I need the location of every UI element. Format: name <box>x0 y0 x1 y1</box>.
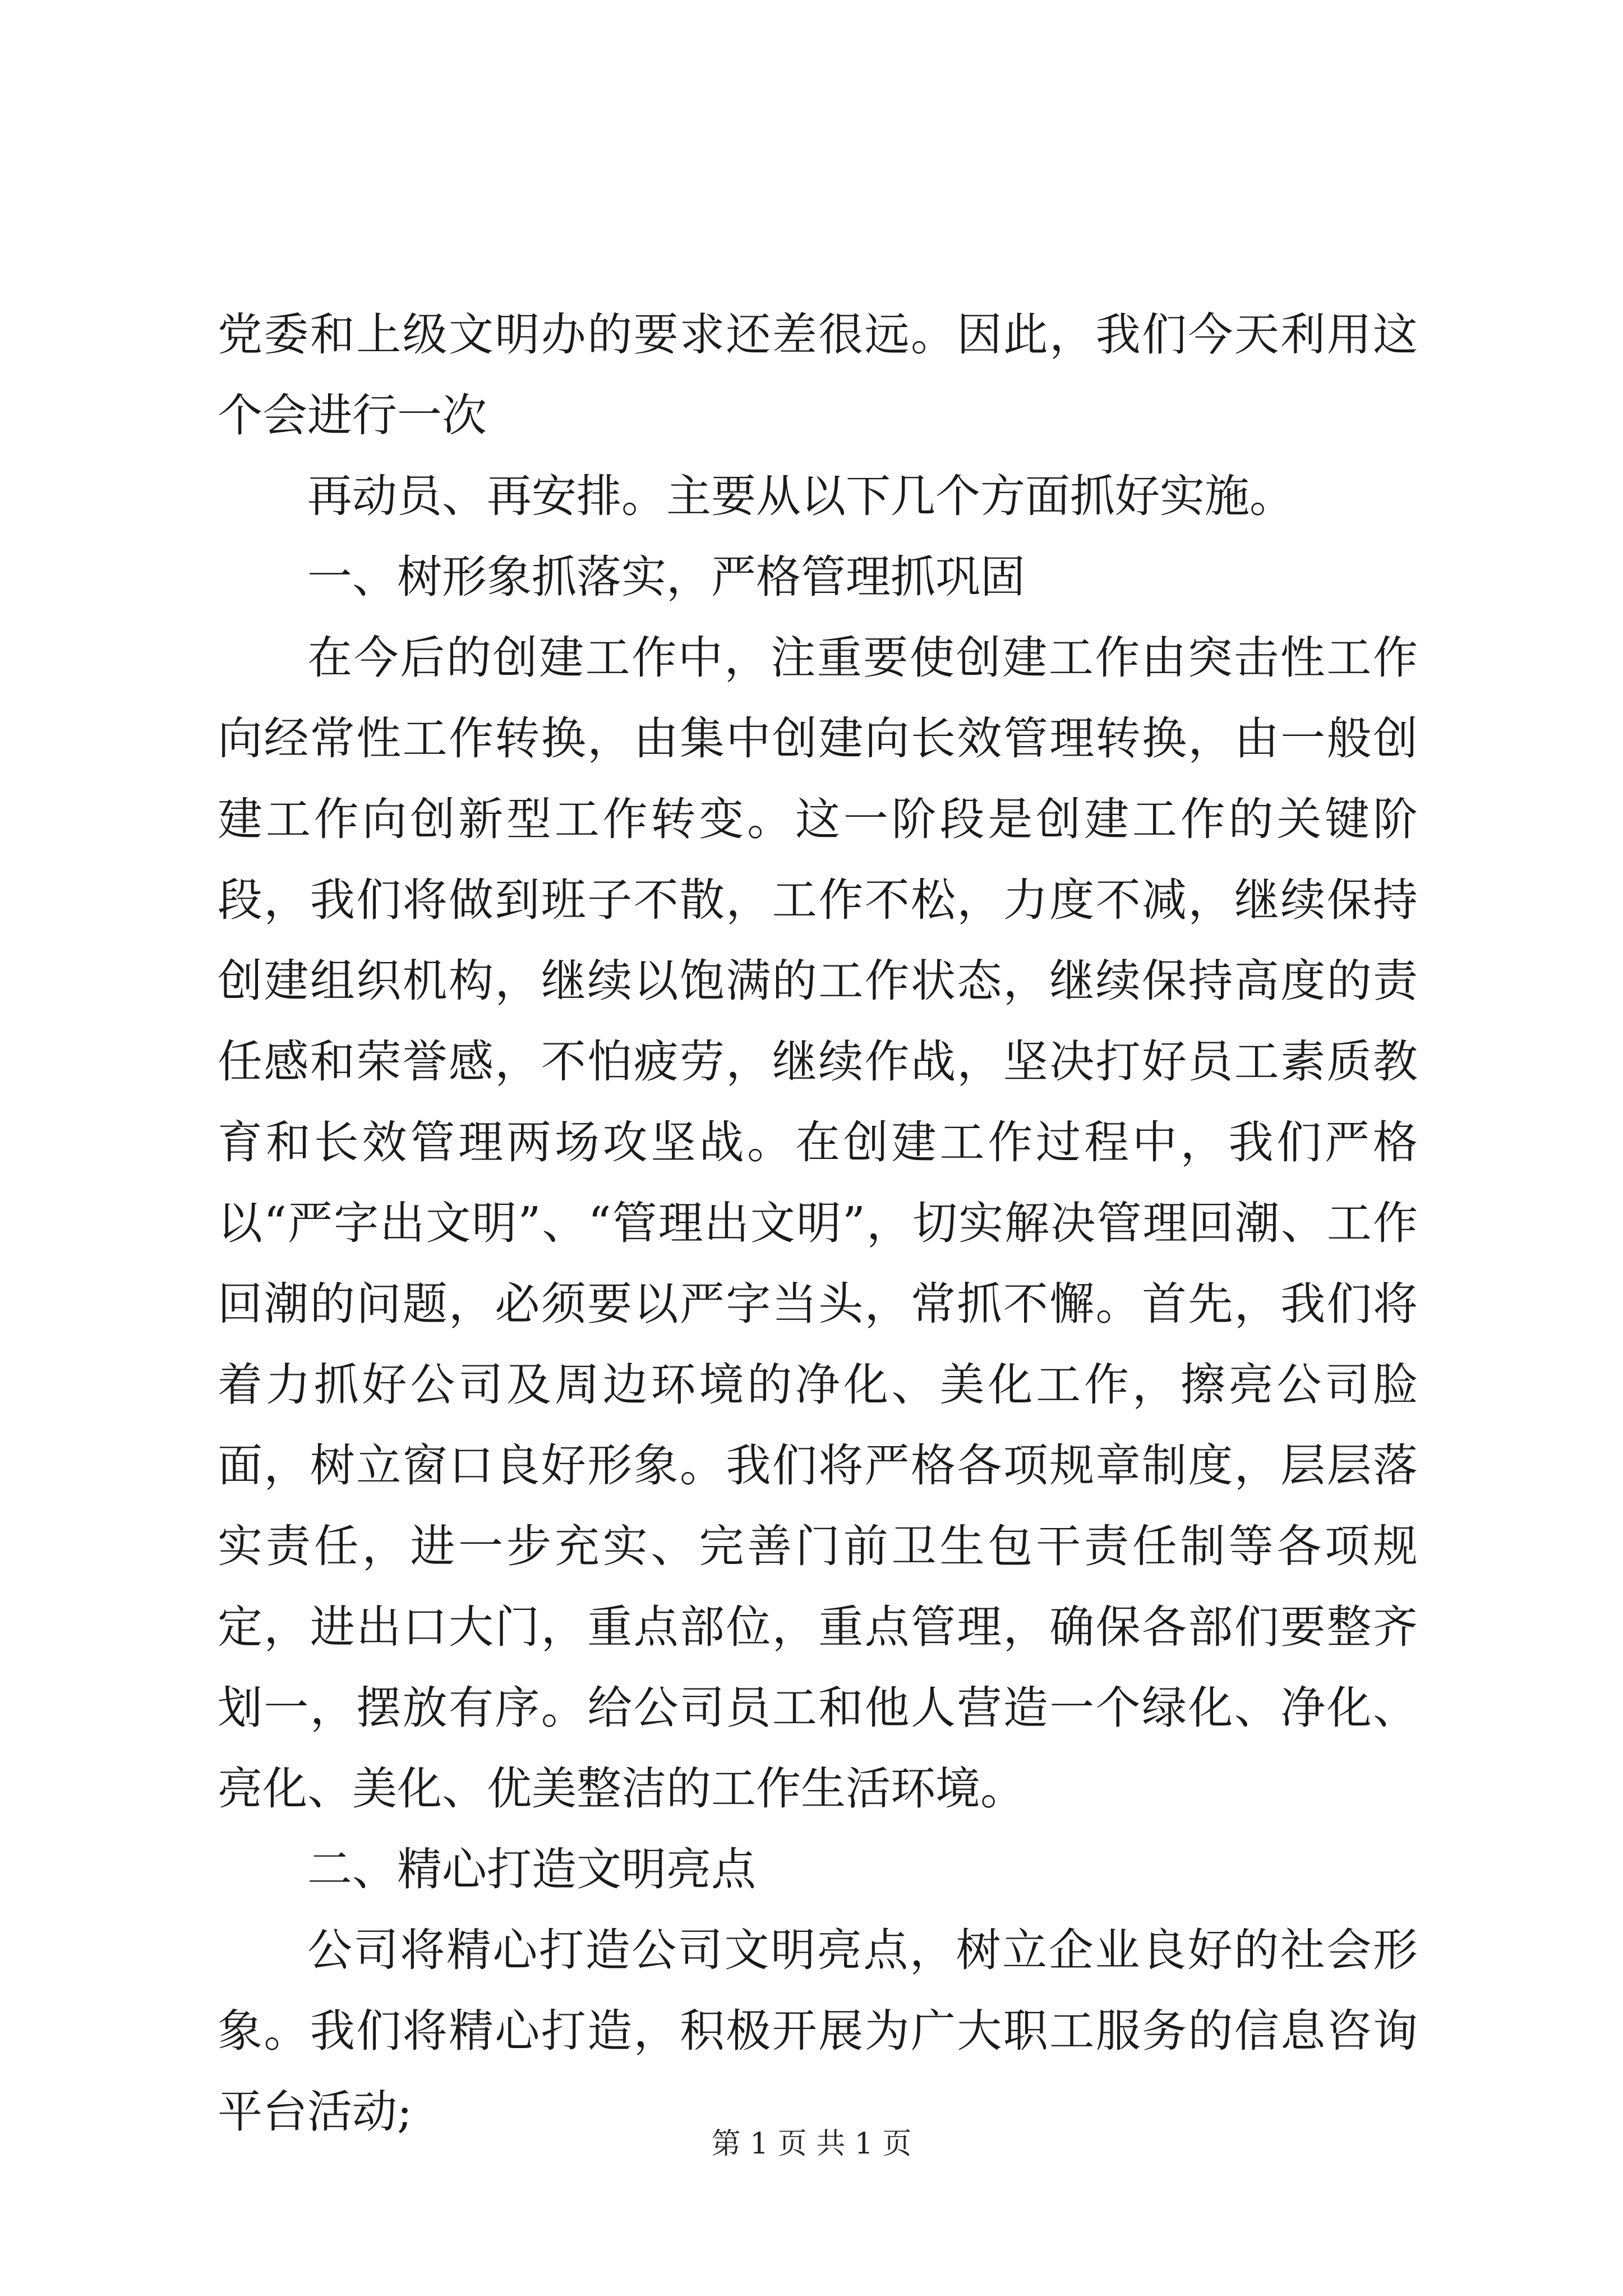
document-body <box>218 295 1418 2152</box>
page-number-footer: 第 1 页 共 1 页 <box>711 2127 912 2161</box>
paragraph-mobilization: 再动员、再安排。主要从以下几个方面抓好实施。 <box>307 470 1294 522</box>
section-heading-2: 二、精心打造文明亮点 <box>307 1843 756 1895</box>
paragraph-section-2-body: 公司将精心打造公司文明亮点，树立企业良好的社会形象。我们将精心打造，积极开展为广大职工服务的信息咨询平台活动; <box>218 1924 1418 2138</box>
section-heading-1: 一、树形象抓落实，严格管理抓巩固 <box>307 551 1025 603</box>
paragraph-section-1-body: 在今后的创建工作中，注重要使创建工作由突击性工作向经常性工作转换，由集中创建向长效管理转换，由一般创建工作向创新型工作转变。这一阶段是创建工作的关键阶段，我们将做到班子不散，工作不松，力度不减，继续保持创建组织机构，继续以饱满的工作状态，继续保持高度的责任感和荣誉感，不怕疲劳，继续作战，坚决打好员工素质教育和长效管理两场攻坚战。在创建工作过程中，我们严格以“严字出文明”、“管理出文明”，切实解决管理回潮、工作回潮的问题，必须要以严字当头，常抓不懈。首先，我们将着力抓好公司及周边环境的净化、美化工作，擦亮公司脸面，树立窗口良好形象。我们将严格各项规章制度，层层落实责任，进一步充实、完善门前卫生包干责任制等各项规定，进出口大门，重点部位，重点管理，确保各部们要整齐划一，摆放有序。给公司员工和他人营造一个绿化、净化、亮化、美化、优美整洁的工作生活环境。 <box>218 632 1418 1815</box>
paragraph-continuation: 党委和上级文明办的要求还差很远。因此，我们今天利用这个会进行一次 <box>218 309 1418 441</box>
